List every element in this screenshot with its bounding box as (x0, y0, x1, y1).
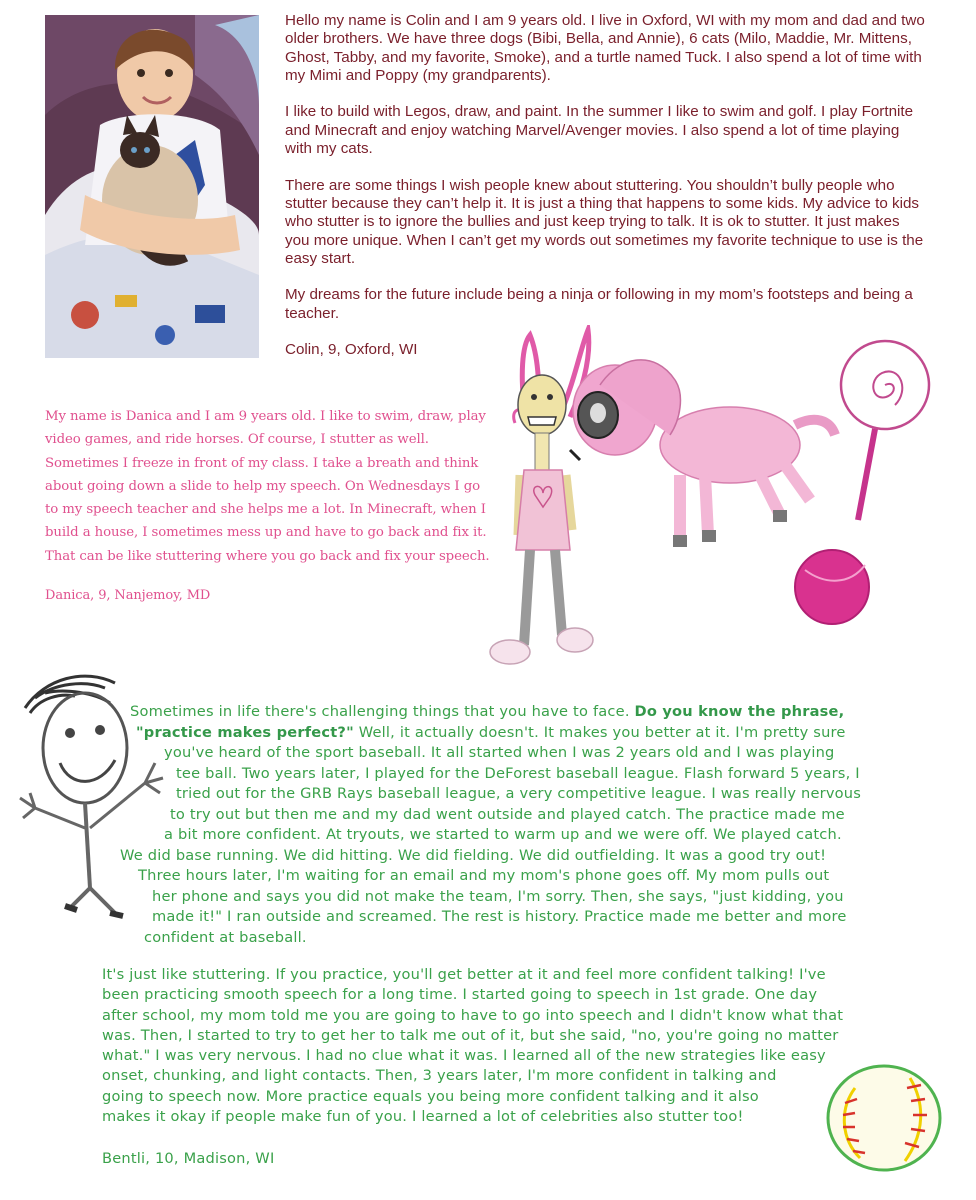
text-line: makes it okay if people make fun of you. I learned a lot of celebrities also stutter too! (102, 1108, 744, 1126)
danica-story (45, 405, 495, 607)
baseball-drawing (825, 1063, 943, 1173)
text-line: what." I was very nervous. I had no clue what it was. I learned all of the new strategies like easy (102, 1047, 826, 1065)
text-line: after school, my mom told me you are going to have to go into speech and I didn't know what that (102, 1006, 844, 1024)
colin-story (285, 12, 925, 360)
text-line: It's just like stuttering. If you practice, you'll get better at it and feel more confident talking! I've (102, 966, 826, 983)
bentli-paragraph-1 (100, 702, 960, 948)
colin-signature: Colin, 9, Oxford, WI (285, 341, 418, 359)
text-line: going to speech now. More practice equals you being more confident talking and it also (102, 1087, 759, 1105)
text-line: We did base running. We did hitting. We did fielding. We did outfielding. It was a good try out! (120, 846, 827, 864)
text-line: Sometimes in life there's challenging things that you have to face. Do you know the phrase, (130, 703, 845, 720)
text-line: been practicing smooth speech for a long time. I started going to speech in 1st grade. One day (102, 986, 818, 1004)
colin-paragraph: Hello my name is Colin and I am 9 years old. I live in Oxford, WI with my mom and dad and two older brothers. We have three dogs (Bibi, Bella, and Annie), 6 cats (Milo, Maddie, Mr. Mittens, Ghost, Tabby, and my favorite, Smoke), and a turtle named Tuck. I also spend a lot of time with my Mimi and Poppy (my grandparents). (285, 12, 925, 84)
text-line: confident at baseball. (144, 928, 307, 946)
danica-paragraph: My name is Danica and I am 9 years old. I like to swim, draw, play video games, and ride horses. Of course, I stutter as well. Sometimes I freeze in front of my class. I take a breath and think about going down a slide to help my speech. On Wednesdays I go to my speech teacher and she helps me a lot. In Minecraft, when I build a house, I sometimes mess up and have to go back and fix it. That can be like stuttering where you go back and fix your speech. (45, 409, 490, 564)
text-line: her phone and says you did not make the team, I'm sorry. Then, she says, "just kidding, you (152, 887, 844, 905)
bentli-signature: Bentli, 10, Madison, WI (102, 1150, 275, 1167)
text-line: you've heard of the sport baseball. It all started when I was 2 years old and I was playing (164, 744, 835, 761)
danica-signature: Danica, 9, Nanjemoy, MD (45, 588, 211, 604)
colin-photo (45, 15, 259, 358)
text-line: made it!" I ran outside and screamed. The rest is history. Practice made me better and more (152, 908, 847, 925)
text-line: tee ball. Two years later, I played for the DeForest baseball league. Flash forward 5 years, I (176, 764, 860, 782)
girl-and-horse-drawing (480, 325, 960, 690)
danica-drawing (480, 325, 960, 690)
colin-paragraph: There are some things I wish people knew about stuttering. You shouldn’t bully people who stutter because they can’t help it. It is just a thing that happens to some kids. My advice to kids who stutter is to ignore the bullies and just keep trying to talk. It is ok to stutter. It just makes you more unique. When I can’t get my words out sometimes my favorite technique to use is the easy start. (285, 176, 924, 267)
text-line: Three hours later, I'm waiting for an email and my mom's phone goes off. My mom pulls out (138, 867, 830, 884)
text-line: to try out but then me and my dad went outside and played catch. The practice made me (170, 805, 845, 823)
bentli-paragraph-2 (102, 965, 922, 1127)
baseball-icon (825, 1063, 943, 1173)
text-line: was. Then, I started to try to get her to talk me out of it, but she said, "no, you're going no matter (102, 1026, 839, 1044)
text-line: a bit more confident. At tryouts, we started to warm up and we were off. We played catch. (164, 826, 842, 843)
text-line: onset, chunking, and light contacts. Then, 3 years later, I'm more confident in talking and (102, 1067, 777, 1085)
text-line: tried out for the GRB Rays baseball league, a very competitive league. I was really nervous (176, 785, 862, 802)
colin-paragraph: My dreams for the future include being a ninja or following in my mom’s footsteps and being a teacher. (285, 286, 913, 322)
text-line: "practice makes perfect?" Well, it actually doesn't. It makes you better at it. I'm pretty sure (136, 723, 846, 741)
photo-illustration (45, 15, 259, 358)
colin-paragraph: I like to build with Legos, draw, and paint. In the summer I like to swim and golf. I play Fortnite and Minecraft and enjoy watching Marvel/Avenger movies. I also spend a lot of time playing with my cats. (285, 103, 914, 158)
